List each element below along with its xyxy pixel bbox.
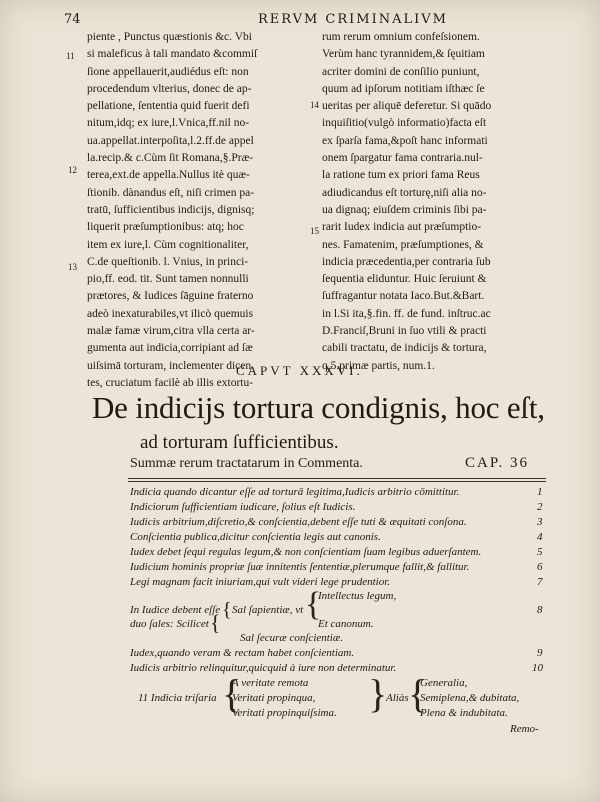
text-line: tratū, ſufficientibus indicijs, dignisq; [87,203,255,216]
text-line: quum ad ipſorum notitiam iſthæc ſe [322,82,485,95]
text-line: adeò inexaturabiles,vt ilicò quemuis [87,307,254,320]
text-line: liquerit præſumptionibus: atq; hoc [87,221,244,234]
text-line: procedendum vlterius, donec de ap- [87,82,252,95]
index-entry: duo ſales: Scilicet [130,618,209,630]
text-line: inquiſitio(vulgò informatio)facta eſt [322,117,487,130]
summary-label: Summæ rerum tractatarum in Commenta. [130,456,363,471]
divider-rule [128,478,546,479]
index-entry: 11 Indicia triſaria [138,692,217,704]
text-line: ua.appellat.interpoſita,l.2.ff.de appel [87,134,254,147]
index-number: 6 [537,561,543,573]
text-line: adiudicandus eſt torturę,niſi alia no- [322,186,487,199]
margin-number: 13 [68,262,77,272]
text-line: terea,ext.de appella.Nullus itè quæ- [87,169,250,182]
text-line: cabili tractatu, de indicijs & tortura, [322,342,487,355]
index-entry: In Iudice debent eſſe [130,604,221,616]
text-line: nes. Famatenim, præſumptiones, & [322,238,484,251]
text-line: ua dignaq; eiuſdem criminis ſibi pa- [322,203,487,216]
index-number: 8 [537,604,543,616]
index-entry: Aliàs [386,692,409,704]
text-line: malæ famæ virum,citra vlla certa ar- [87,325,255,338]
index-entry: Iudex,quando veram & rectam habet conſcientiam. [130,647,355,659]
index-entry: Et canonum. [318,618,374,630]
index-entry: Indicia quando dicantur eſſe ad torturā legitima,Iudicis arbitrio cōmittitur. [130,486,460,498]
text-line: rum rerum omnium confeſsionem. [322,31,480,43]
text-line: ſequentia eliduntur. Huic ſeruiunt & [322,273,487,286]
text-line: ueritas per aliquē deferetur. Si quādo [322,100,492,113]
index-entry: Conſcientia publica,dicitur conſcientia legis aut canonis. [130,531,381,543]
margin-number: 15 [310,226,319,236]
text-line: tes, cruciatum facilè ab illis extortu- [87,376,254,389]
index-entry: Veritati propinquiſsima. [232,707,337,719]
text-line: rarit Iudex indicia aut præſumptio- [322,221,482,234]
text-line: si maleficus à tali mandato &commiſ [87,48,258,61]
text-line: item ex iure,l. Cùm cognitionaliter, [87,238,249,251]
index-number: 9 [537,647,543,659]
text-line: la.recip.& c.Cùm ſit Romana,§.Præ- [87,152,254,165]
right-text-column [322,29,544,375]
index-entry: Generalia, [420,677,468,689]
index-number: 7 [537,576,543,588]
index-entry: Plena & indubitata. [420,707,508,719]
index-entry: Iudicium hominis propriæ ſuæ innitentis ſententiæ,plerumque fallit,& fallitur. [130,561,470,573]
text-line: ſuffragantur notata Iaco.But.&Bart. [322,290,485,303]
text-line: gumenta aut indicia,corripiant ad ſæ [87,342,253,355]
index-entry: Iudex debet ſequi regulas legum,& non conſcientiam ſuam legibus aduerſantem. [130,546,482,558]
index-number: 2 [537,501,543,513]
index-number: 3 [537,516,543,528]
page-number: 74 [64,12,81,27]
text-line: acriter domini de conſilio puniunt, [322,65,480,78]
index-entry: Semiplena,& dubitata, [420,692,520,704]
index-entry: Remo- [510,723,539,735]
text-line: piente , Punctus quæstionis &c. Vbi [87,31,252,43]
index-number: 5 [537,546,543,558]
index-number: 4 [537,531,543,543]
index-number: 10 [532,662,543,674]
chapter-heading: CAPVT XXXVI. [236,363,363,378]
text-line: pellatione, ſententia quid fuerit defi [87,100,250,113]
index-entry: Veritati propinqua, [232,692,316,704]
text-line: nitum,idq; ex iure,l.Vnica,ff.nil no- [87,117,250,130]
running-header [0,8,600,28]
index-entry: Iudicis arbitrio relinquitur,quicquid à iure non determinatur. [130,662,397,674]
brace-icon: { [408,671,428,716]
text-line: Verùm hanc tyrannidem,& ſęuitiam [322,48,485,61]
divider-rule [128,481,546,482]
index-entry: Sal ſapientiæ, vt [232,604,304,616]
left-text-column [87,29,309,392]
margin-number: 12 [68,165,77,175]
text-line: la ratione tum ex priori fama Reus [322,169,480,182]
text-line: D.Franciſ,Bruni in ſuo vtili & practi [322,325,487,338]
text-line: indicia præcedentia,per contraria ſub [322,255,491,268]
text-line: C.de queſtionib. l. Vnius, in princi- [87,255,249,268]
index-entry: Indiciorum ſufficientiam iudicare, ſolius eſt Iudicis. [130,501,356,513]
index-entry: Legi magnam facit iniuriam,qui vult videri lege prudentior. [130,576,391,588]
text-line: onem ſpargatur fama contraria.nul- [322,152,483,165]
brace-icon: { [305,586,322,623]
chapter-subtitle: ad torturam ſufficientibus. [140,432,339,453]
text-line: ex ſparſa fama,&poſt hanc informati [322,134,488,147]
margin-number: 11 [66,51,75,61]
index-entry: A veritate remota [232,677,309,689]
summary-chapter-ref: CAP. 36 [465,455,530,471]
brace-icon: { [210,610,221,635]
text-line: prætores, & Iudices ſāguine fraterno [87,290,254,303]
text-line: uiſsimā torturam, inclementer dicen [87,359,252,372]
index-entry: Intellectus legum, [318,590,397,602]
brace-icon: { [222,671,242,716]
brace-icon: } [368,671,388,716]
chapter-title: De indicijs tortura condignis, hoc eſt, [92,390,545,425]
text-line: ſione appellauerit,audiédus eſt: non [87,65,249,78]
index-entry: Iudicis arbitrium,diſcretio,& conſcientia,debent eſſe tuti & æquitati conſona. [130,516,467,528]
index-number: 1 [537,486,543,498]
margin-number: 14 [310,100,319,110]
running-title: RERVM CRIMINALIVM [258,12,448,27]
text-line: q.5.primæ partis, num.1. [322,359,435,372]
text-line: pio,ff. eod. tit. Sunt tamen nonnulli [87,273,249,286]
brace-icon: { [222,599,232,621]
index-entry: Sal ſecuræ conſcientiæ. [240,632,343,644]
text-line: ſtionib. dànandus eſt, niſi crimen pa- [87,186,255,199]
text-line: in l.Si ita,§.fin. ff. de fund. inſtruc.ac [322,307,491,320]
